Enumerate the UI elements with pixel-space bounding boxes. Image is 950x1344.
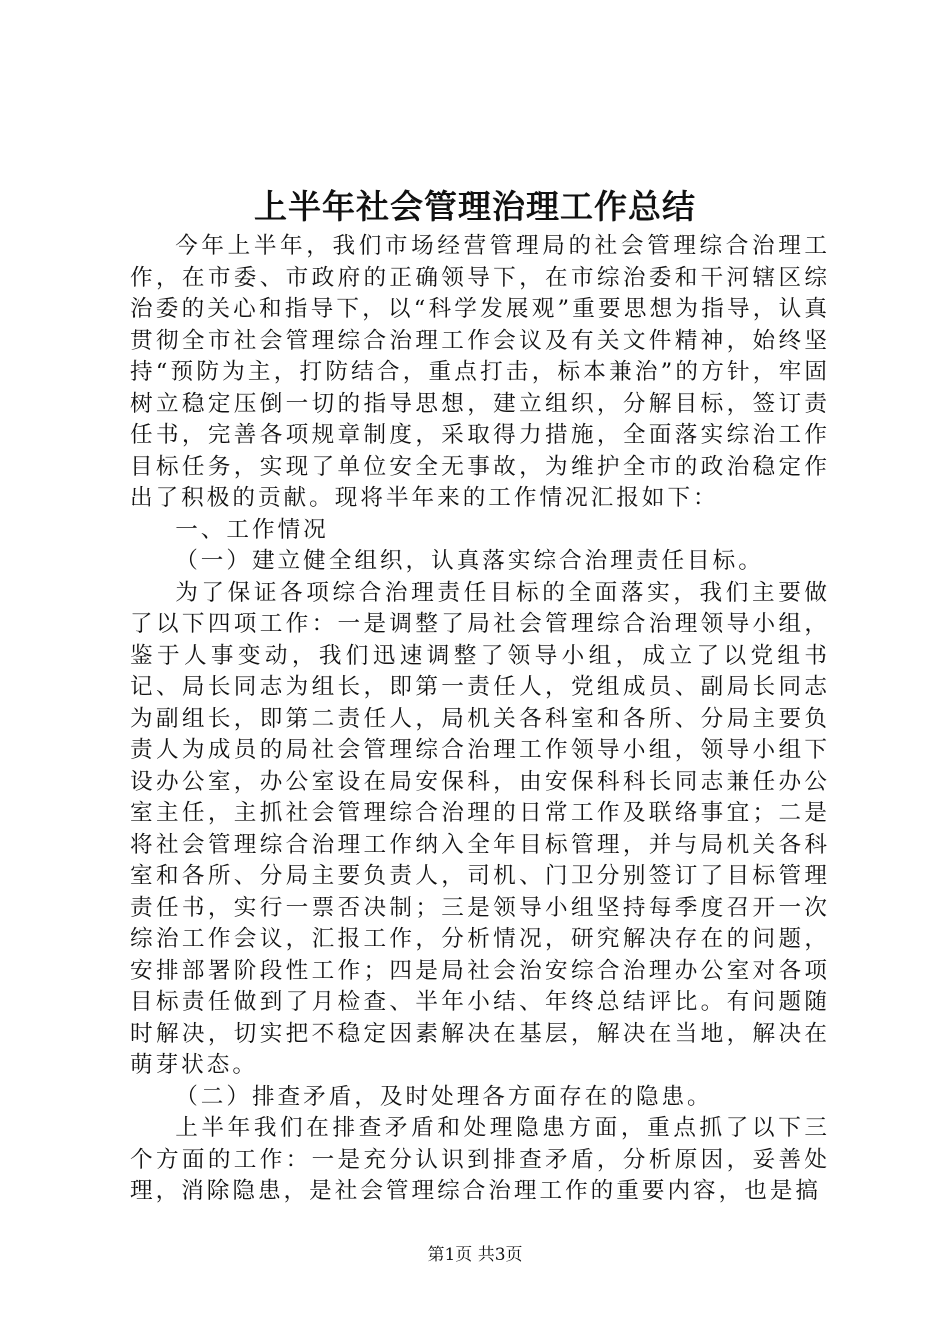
subsection-heading-2: （二）排查矛盾，及时处理各方面存在的隐患。 — [175, 1083, 713, 1110]
subsection-heading-1: （一）建立健全组织，认真落实综合治理责任目标。 — [175, 548, 764, 574]
document-title: 上半年社会管理治理工作总结 — [254, 187, 696, 226]
paragraph-conflicts: 上半年我们在排查矛盾和处理隐患方面，重点抓了以下三个方面的工作：一是充分认识到排查矛盾，分析原因，妥善处理，消除隐患，是社会管理综合治理工作的重要内容，也是搞 — [130, 1115, 830, 1204]
paragraph-intro: 今年上半年，我们市场经营管理局的社会管理综合治理工作，在市委、市政府的正确领导下，在市综治委和干河辖区综治委的关心和指导下，以“科学发展观”重要思想为指导，认真贯彻全市社会管理综合治理工作会议及有关文件精神，始终坚持“预防为主，打防结合，重点打击，标本兼治”的方针，牢固树立稳定压倒一切的指导思想，建立组织，分解目标，签订责任书，完善各项规章制度，采取得力措施，全面落实综治工作目标任务，实现了单位安全无事故，为维护全市的政治稳定作出了积极的贡献。现将半年来的工作情况汇报如下： — [130, 233, 830, 511]
paragraph-organization: 为了保证各项综合治理责任目标的全面落实，我们主要做了以下四项工作：一是调整了局社会管理综合治理领导小组，鉴于人事变动，我们迅速调整了领导小组，成立了以党组书记、局长同志为组长，即第一责任人，党组成员、副局长同志为副组长，即第二责任人，局机关各科室和各所、分局主要负责人为成员的局社会管理综合治理工作领导小组，领导小组下设办公室，办公室设在局安保科，由安保科科长同志兼任办公室主任，主抓社会管理综合治理的日常工作及联络事宜；二是将社会管理综合治理工作纳入全年目标管理，并与局机关各科室和各所、分局主要负责人，司机、门卫分别签订了目标管理责任书，实行一票否决制；三是领导小组坚持每季度召开一次综治工作会议，汇报工作，分析情况，研究解决存在的问题，安排部署阶段性工作；四是局社会治安综合治理办公室对各项目标责任做到了月检查、半年小结、年终总结评比。有问题随时解决，切实把不稳定因素解决在基层，解决在当地，解决在萌芽状态。 — [130, 579, 830, 1078]
document-body — [130, 231, 830, 1208]
section-heading-work-status: 一、工作情况 — [175, 516, 329, 543]
page-number-footer: 第1页 共3页 — [427, 1245, 523, 1265]
